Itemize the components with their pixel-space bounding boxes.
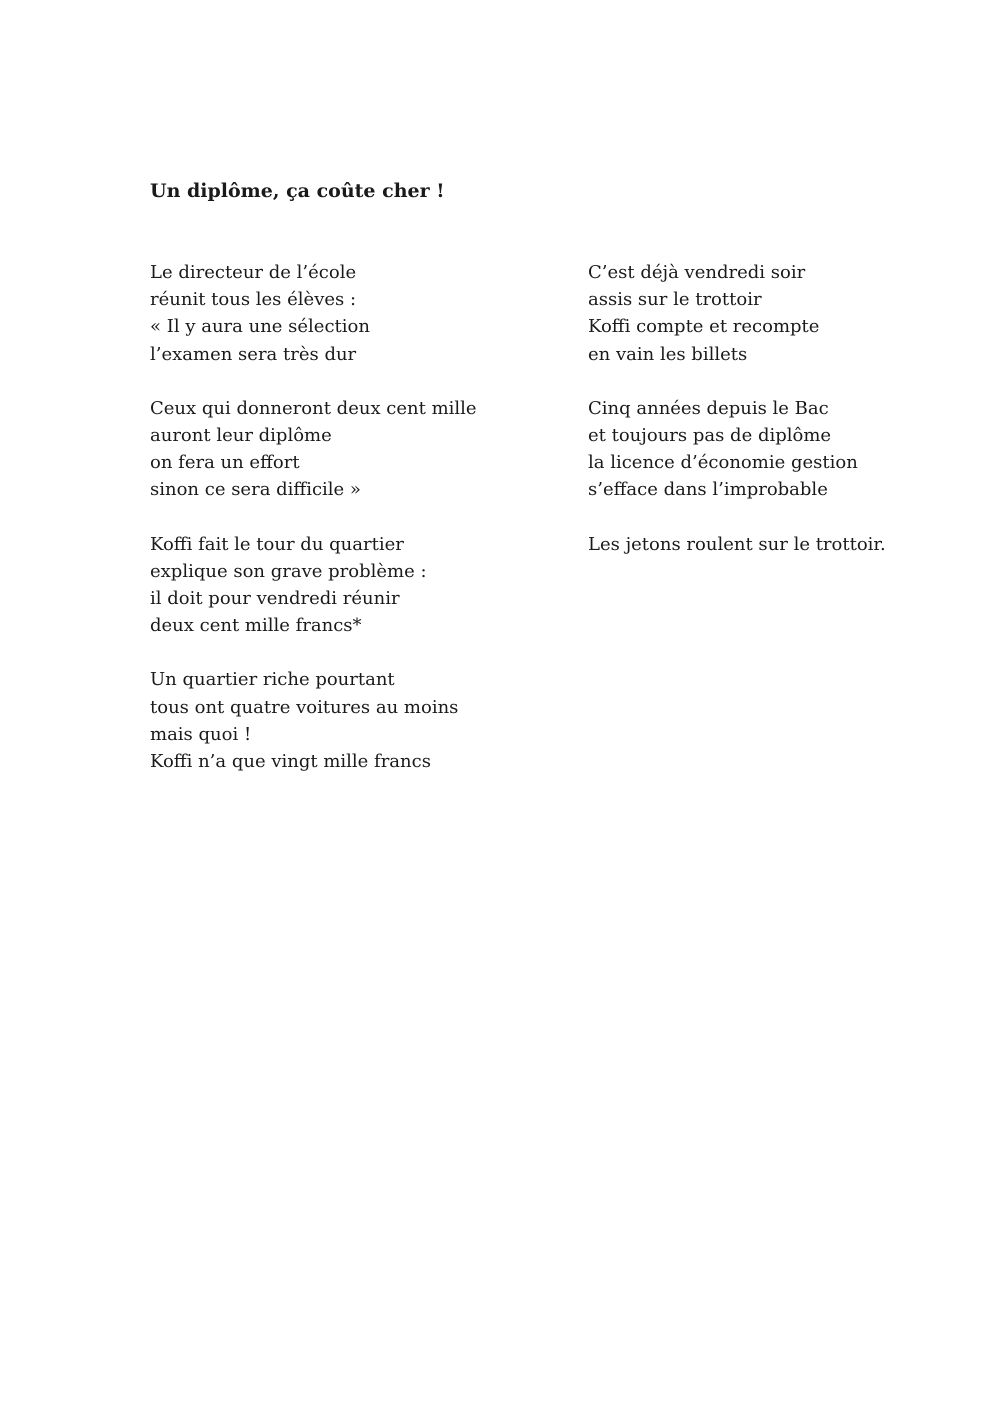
poem-line: auront leur diplôme <box>150 425 332 447</box>
left-column <box>150 259 477 802</box>
poem-line: deux cent mille francs* <box>150 615 362 637</box>
poem-line: Koffi fait le tour du quartier <box>150 533 404 555</box>
poem-line: « Il y aura une sélection <box>150 316 370 338</box>
poem-line: réunit tous les élèves : <box>150 289 357 311</box>
stanza-6 <box>588 395 886 504</box>
poem-line: Le directeur de l’école <box>150 262 357 283</box>
poem-line: Un quartier riche pourtant <box>150 669 395 691</box>
poem-line: et toujours pas de diplôme <box>588 425 832 447</box>
poem-line: l’examen sera très dur <box>150 343 357 365</box>
poem-line: la licence d’économie gestion <box>588 452 858 474</box>
poem-line: il doit pour vendredi réunir <box>150 588 400 610</box>
poem-line: explique son grave problème : <box>150 560 427 582</box>
poem-line: Koffi compte et recompte <box>588 316 820 338</box>
poem-line: Cinq années depuis le Bac <box>588 397 829 419</box>
stanza-2 <box>150 395 477 504</box>
poem-line: s’efface dans l’improbable <box>588 479 828 501</box>
poem-title: Un diplôme, ça coûte cher ! <box>150 180 445 202</box>
poem-line: assis sur le trottoir <box>588 289 762 311</box>
stanza-4 <box>150 666 477 775</box>
stanza-3 <box>150 531 477 640</box>
poem-line: mais quoi ! <box>150 723 252 745</box>
poem-line: sinon ce sera difficile » <box>150 479 361 501</box>
right-column <box>588 259 886 585</box>
poem-line: Les jetons roulent sur le trottoir. <box>588 533 886 555</box>
poem-line: C’est déjà vendredi soir <box>588 262 806 283</box>
stanza-7 <box>588 531 886 558</box>
stanza-1 <box>150 259 477 368</box>
poem-line: Koffi n’a que vingt mille francs <box>150 751 431 773</box>
poem-line: on fera un effort <box>150 452 300 474</box>
poem-line: tous ont quatre voitures au moins <box>150 696 459 718</box>
poem-line: Ceux qui donneront deux cent mille <box>150 397 477 419</box>
stanza-5 <box>588 259 886 368</box>
poem-line: en vain les billets <box>588 343 748 365</box>
